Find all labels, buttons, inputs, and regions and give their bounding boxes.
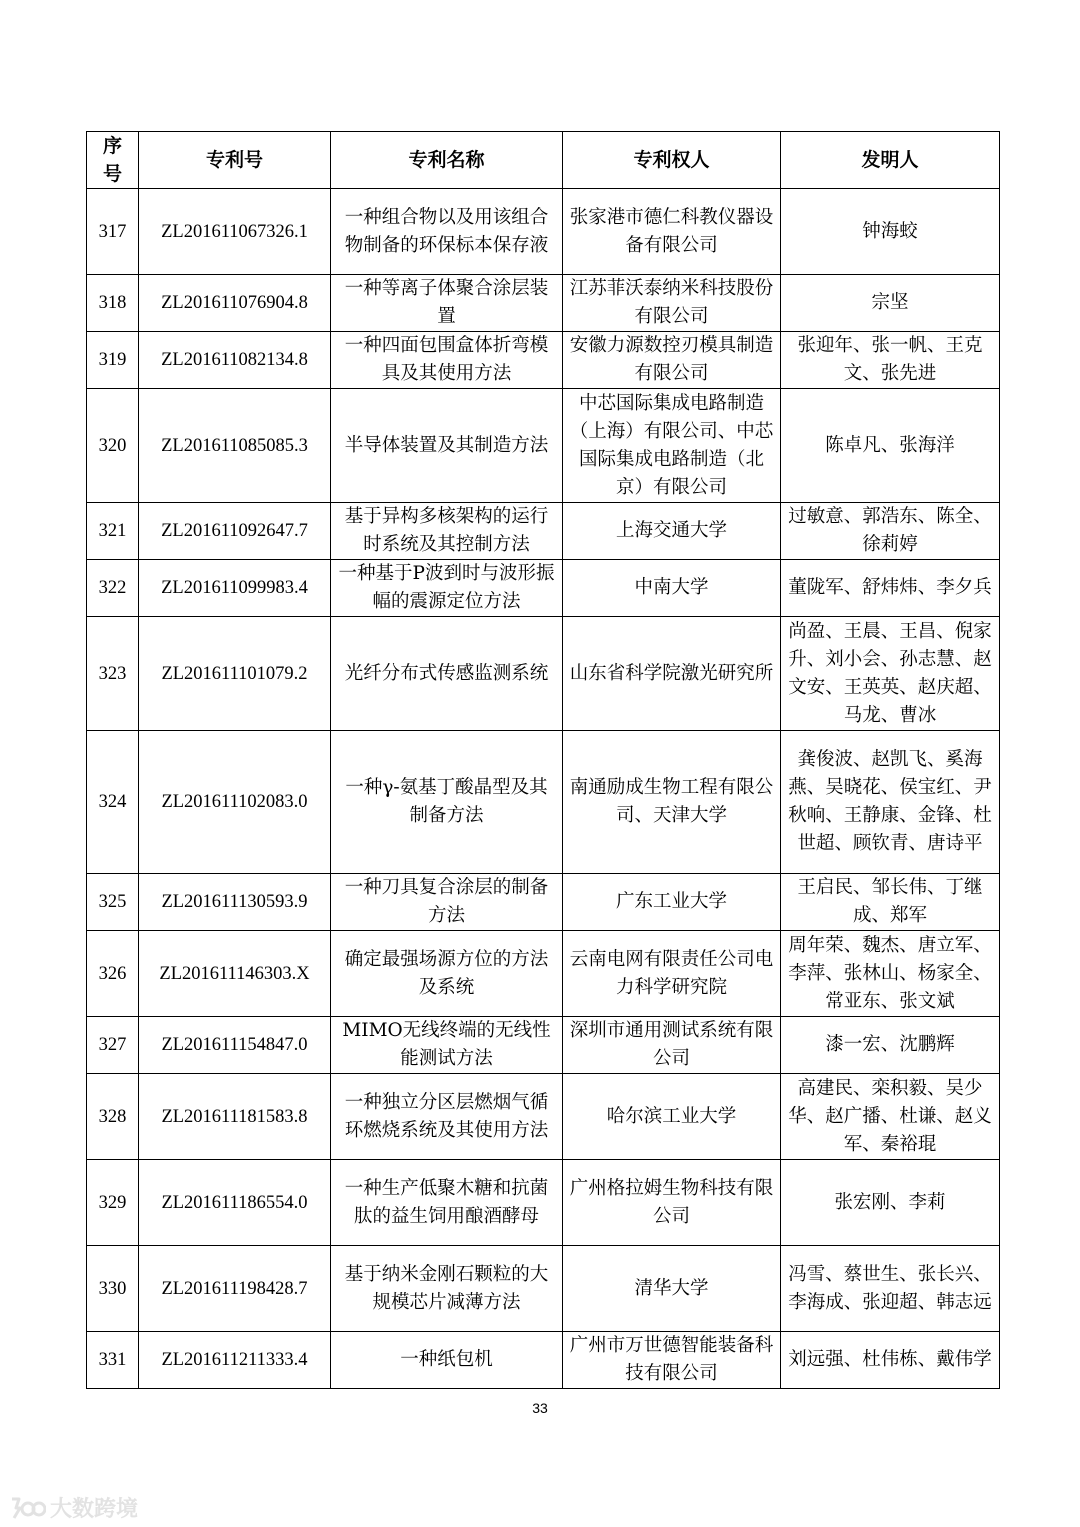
cell-title: 一种纸包机 [331, 1332, 563, 1389]
cell-patent-no: ZL201611085085.3 [139, 389, 331, 503]
table-row [87, 874, 1000, 931]
cell-title: 基于纳米金刚石颗粒的大规模芯片减薄方法 [331, 1246, 563, 1332]
cell-patent-no: ZL201611146303.X [139, 931, 331, 1017]
table-row [87, 617, 1000, 731]
table-row [87, 1332, 1000, 1389]
cell-title: 半导体装置及其制造方法 [331, 389, 563, 503]
cell-patent-no: ZL201611099983.4 [139, 560, 331, 617]
cell-title: 光纤分布式传感监测系统 [331, 617, 563, 731]
cell-seq: 322 [87, 560, 139, 617]
cell-patent-no: ZL201611211333.4 [139, 1332, 331, 1389]
cell-patent-no: ZL201611082134.8 [139, 332, 331, 389]
cell-holder: 张家港市德仁科教仪器设备有限公司 [563, 189, 781, 275]
cell-holder: 上海交通大学 [563, 503, 781, 560]
table-row [87, 560, 1000, 617]
cell-patent-no: ZL201611181583.8 [139, 1074, 331, 1160]
table-row [87, 931, 1000, 1017]
cell-seq: 318 [87, 275, 139, 332]
cell-inventors: 过敏意、郭浩东、陈全、徐莉婷 [781, 503, 1000, 560]
cell-inventors: 董陇军、舒炜炜、李夕兵 [781, 560, 1000, 617]
cell-holder: 中南大学 [563, 560, 781, 617]
cell-inventors: 龚俊波、赵凯飞、奚海燕、吴晓花、侯宝红、尹秋响、王静康、金锋、杜世超、顾钦青、唐诗平 [781, 731, 1000, 874]
cell-seq: 319 [87, 332, 139, 389]
table-row [87, 1160, 1000, 1246]
cell-holder: 安徽力源数控刃模具制造有限公司 [563, 332, 781, 389]
kuajing-logo-icon [8, 1495, 46, 1521]
table-row [87, 332, 1000, 389]
cell-patent-no: ZL201611102083.0 [139, 731, 331, 874]
cell-title: 基于异构多核架构的运行时系统及其控制方法 [331, 503, 563, 560]
cell-inventors: 张宏刚、李莉 [781, 1160, 1000, 1246]
table-row [87, 389, 1000, 503]
cell-inventors: 钟海蛟 [781, 189, 1000, 275]
header-inventors: 发明人 [781, 132, 1000, 189]
cell-inventors: 王启民、邹长伟、丁继成、郑军 [781, 874, 1000, 931]
cell-patent-no: ZL201611154847.0 [139, 1017, 331, 1074]
table-row [87, 1246, 1000, 1332]
cell-seq: 331 [87, 1332, 139, 1389]
cell-holder: 深圳市通用测试系统有限公司 [563, 1017, 781, 1074]
cell-holder: 山东省科学院激光研究所 [563, 617, 781, 731]
cell-seq: 323 [87, 617, 139, 731]
cell-seq: 326 [87, 931, 139, 1017]
cell-inventors: 尚盈、王晨、王昌、倪家升、刘小会、孙志慧、赵文安、王英英、赵庆超、马龙、曹冰 [781, 617, 1000, 731]
cell-title: 一种等离子体聚合涂层装置 [331, 275, 563, 332]
cell-holder: 广州市万世德智能装备科技有限公司 [563, 1332, 781, 1389]
cell-holder: 中芯国际集成电路制造（上海）有限公司、中芯国际集成电路制造（北京）有限公司 [563, 389, 781, 503]
cell-inventors: 漆一宏、沈鹏辉 [781, 1017, 1000, 1074]
cell-seq: 329 [87, 1160, 139, 1246]
cell-patent-no: ZL201611198428.7 [139, 1246, 331, 1332]
cell-inventors: 高建民、栾积毅、吴少华、赵广播、杜谦、赵义军、秦裕琨 [781, 1074, 1000, 1160]
cell-seq: 320 [87, 389, 139, 503]
page-number: 33 [532, 1400, 548, 1416]
cell-holder: 清华大学 [563, 1246, 781, 1332]
cell-title: MIMO无线终端的无线性能测试方法 [331, 1017, 563, 1074]
table-row [87, 731, 1000, 874]
cell-seq: 317 [87, 189, 139, 275]
header-title: 专利名称 [331, 132, 563, 189]
cell-patent-no: ZL201611092647.7 [139, 503, 331, 560]
cell-inventors: 张迎年、张一帆、王克文、张先进 [781, 332, 1000, 389]
cell-holder: 哈尔滨工业大学 [563, 1074, 781, 1160]
cell-holder: 南通励成生物工程有限公司、天津大学 [563, 731, 781, 874]
cell-patent-no: ZL201611101079.2 [139, 617, 331, 731]
watermark [8, 1492, 138, 1523]
cell-seq: 327 [87, 1017, 139, 1074]
cell-inventors: 陈卓凡、张海洋 [781, 389, 1000, 503]
cell-title: 一种组合物以及用该组合物制备的环保标本保存液 [331, 189, 563, 275]
table-row [87, 189, 1000, 275]
cell-seq: 324 [87, 731, 139, 874]
cell-seq: 330 [87, 1246, 139, 1332]
header-holder: 专利权人 [563, 132, 781, 189]
cell-holder: 江苏菲沃泰纳米科技股份有限公司 [563, 275, 781, 332]
cell-title: 一种生产低聚木糖和抗菌肽的益生饲用酿酒酵母 [331, 1160, 563, 1246]
table-row [87, 503, 1000, 560]
header-patent-no: 专利号 [139, 132, 331, 189]
cell-patent-no: ZL201611076904.8 [139, 275, 331, 332]
cell-patent-no: ZL201611067326.1 [139, 189, 331, 275]
cell-inventors: 冯雪、蔡世生、张长兴、李海成、张迎超、韩志远 [781, 1246, 1000, 1332]
patent-table [86, 131, 1000, 1389]
cell-seq: 321 [87, 503, 139, 560]
cell-title: 一种四面包围盒体折弯模具及其使用方法 [331, 332, 563, 389]
cell-holder: 云南电网有限责任公司电力科学研究院 [563, 931, 781, 1017]
cell-inventors: 刘远强、杜伟栋、戴伟学 [781, 1332, 1000, 1389]
watermark-text: 大数跨境 [50, 1497, 139, 1522]
table-row [87, 1074, 1000, 1160]
cell-title: 一种刀具复合涂层的制备方法 [331, 874, 563, 931]
cell-title: 一种γ-氨基丁酸晶型及其制备方法 [331, 731, 563, 874]
cell-title: 一种基于P波到时与波形振幅的震源定位方法 [331, 560, 563, 617]
cell-holder: 广州格拉姆生物科技有限公司 [563, 1160, 781, 1246]
table-row [87, 1017, 1000, 1074]
cell-patent-no: ZL201611130593.9 [139, 874, 331, 931]
cell-inventors: 宗坚 [781, 275, 1000, 332]
header-seq: 序号 [87, 132, 139, 189]
cell-seq: 325 [87, 874, 139, 931]
table-row [87, 275, 1000, 332]
cell-patent-no: ZL201611186554.0 [139, 1160, 331, 1246]
cell-holder: 广东工业大学 [563, 874, 781, 931]
cell-inventors: 周年荣、魏杰、唐立军、李萍、张林山、杨家全、常亚东、张文斌 [781, 931, 1000, 1017]
cell-title: 一种独立分区层燃烟气循环燃烧系统及其使用方法 [331, 1074, 563, 1160]
cell-seq: 328 [87, 1074, 139, 1160]
cell-title: 确定最强场源方位的方法及系统 [331, 931, 563, 1017]
table-header-row [87, 132, 1000, 189]
